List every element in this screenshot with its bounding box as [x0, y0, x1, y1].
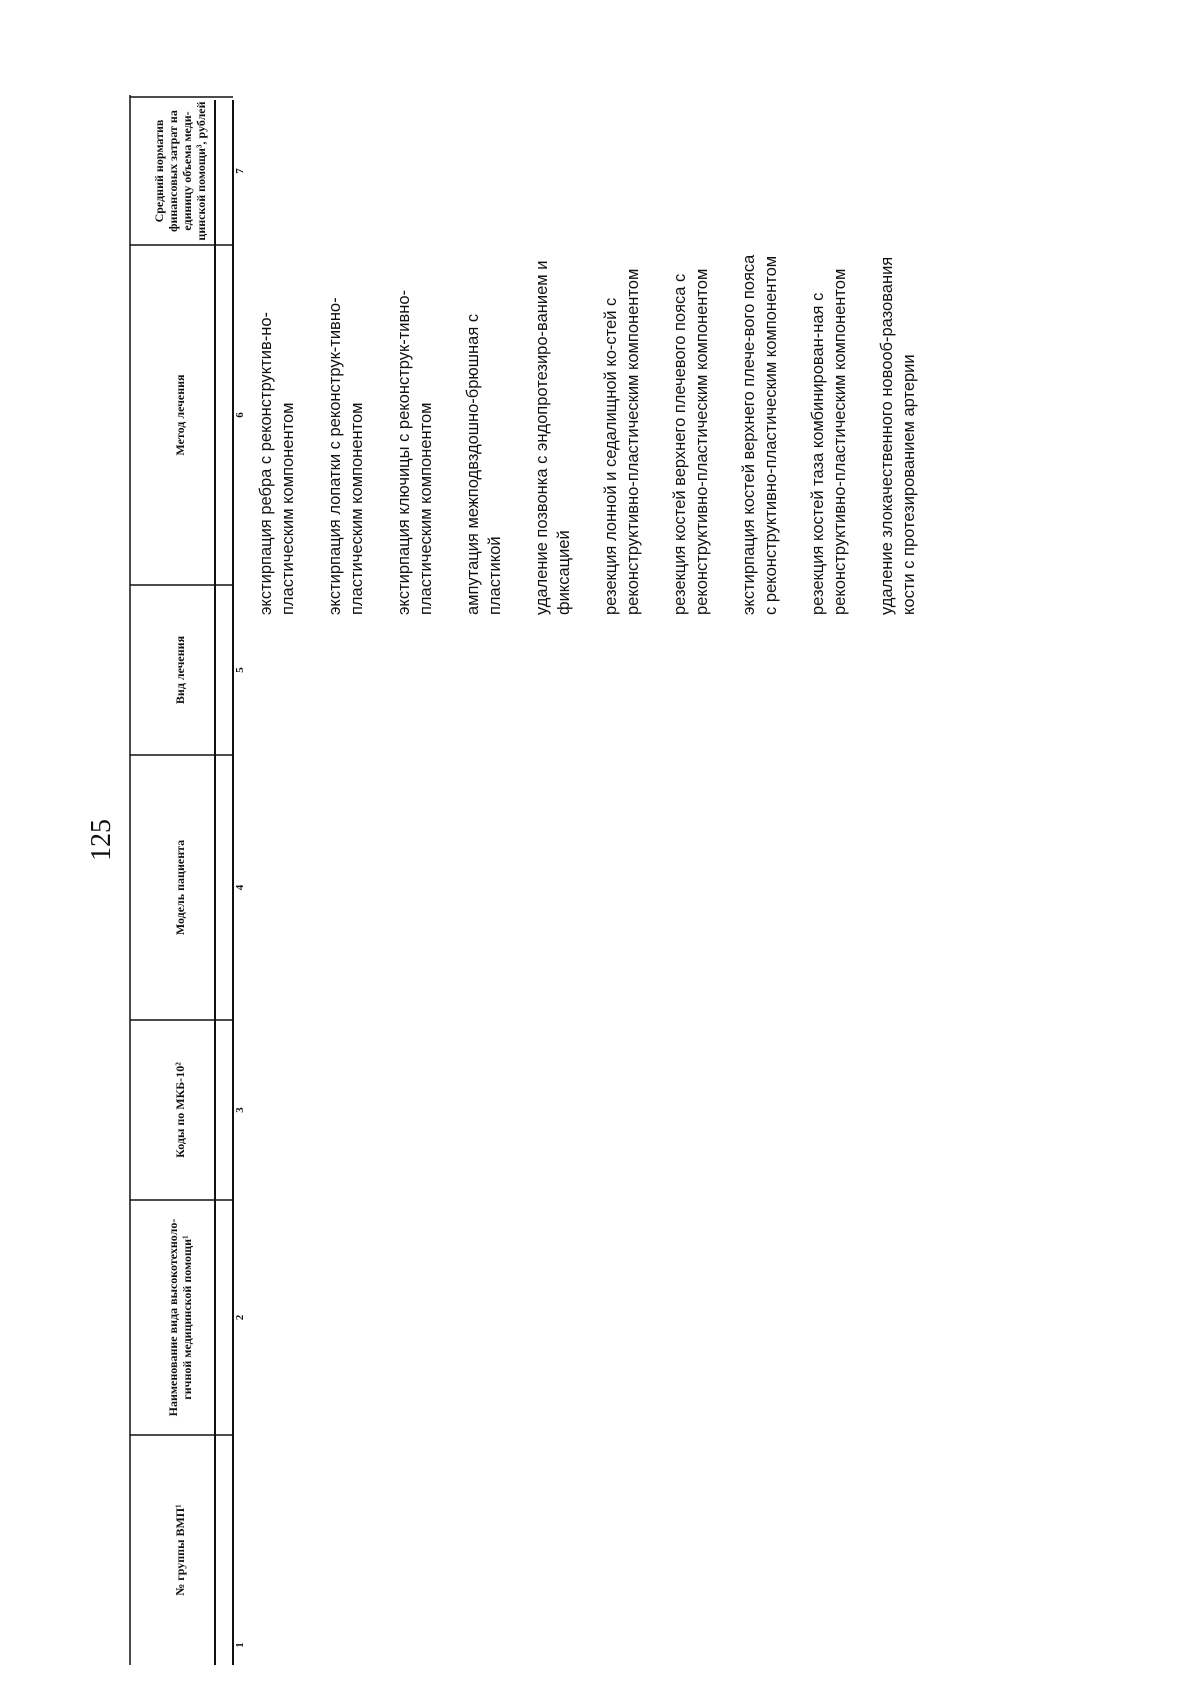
method-item: экстирпация ключицы с реконструк-тивно-пластическим компонентом: [395, 289, 435, 615]
method-item: удаление злокачественного новооб-разования кости с протезированием артерии: [878, 256, 918, 615]
method-item: ампутация межподвздошно-брюшная с пластикой: [464, 313, 504, 615]
header-col-7: Средний норматив финансовых затрат на единицу объема меди-цинской помощи³, рублей: [152, 101, 208, 241]
header-col-4: Модель пациента: [173, 839, 187, 936]
header-col-3: Коды по МКБ-10²: [173, 1062, 187, 1158]
header-col-5: Вид лечения: [173, 635, 187, 705]
method-item: экстирпация ребра с реконструктив-но-пластическим компонентом: [257, 311, 297, 615]
method-item: резекция костей таза комбинирован-ная с реконструктивно-пластическим компонентом: [809, 268, 849, 615]
number-col-2: 2: [234, 1314, 246, 1321]
number-col-5: 5: [234, 667, 246, 673]
method-item: удаление позвонка с эндопротезиро-ванием и фиксацией: [533, 260, 573, 615]
number-col-3: 3: [234, 1107, 246, 1113]
method-item: резекция костей верхнего плечевого пояса с реконструктивно-пластическим компонентом: [671, 268, 711, 615]
number-col-7: 7: [234, 168, 246, 174]
page-number: 125: [86, 819, 117, 861]
method-item: экстирпация лопатки с реконструк-тивно-пластическим компонентом: [326, 297, 366, 615]
number-col-1: 1: [234, 1642, 246, 1648]
method-item: резекция лонной и седалищной ко-стей с реконструктивно-пластическим компонентом: [602, 268, 642, 615]
number-col-4: 4: [234, 884, 246, 891]
header-col-2: Наименование вида высокотехноло-гичной медицинской помощи¹: [166, 1218, 194, 1417]
header-col-1: № группы ВМП¹: [173, 1504, 187, 1596]
method-item: экстирпация костей верхнего плече-вого пояса с реконструктивно-пластическим компонентом: [740, 254, 780, 615]
rotated-table: [130, 65, 1080, 1665]
header-col-6: Метод лечения: [173, 374, 187, 456]
number-col-6: 6: [234, 412, 246, 418]
methods-list: [255, 245, 945, 615]
